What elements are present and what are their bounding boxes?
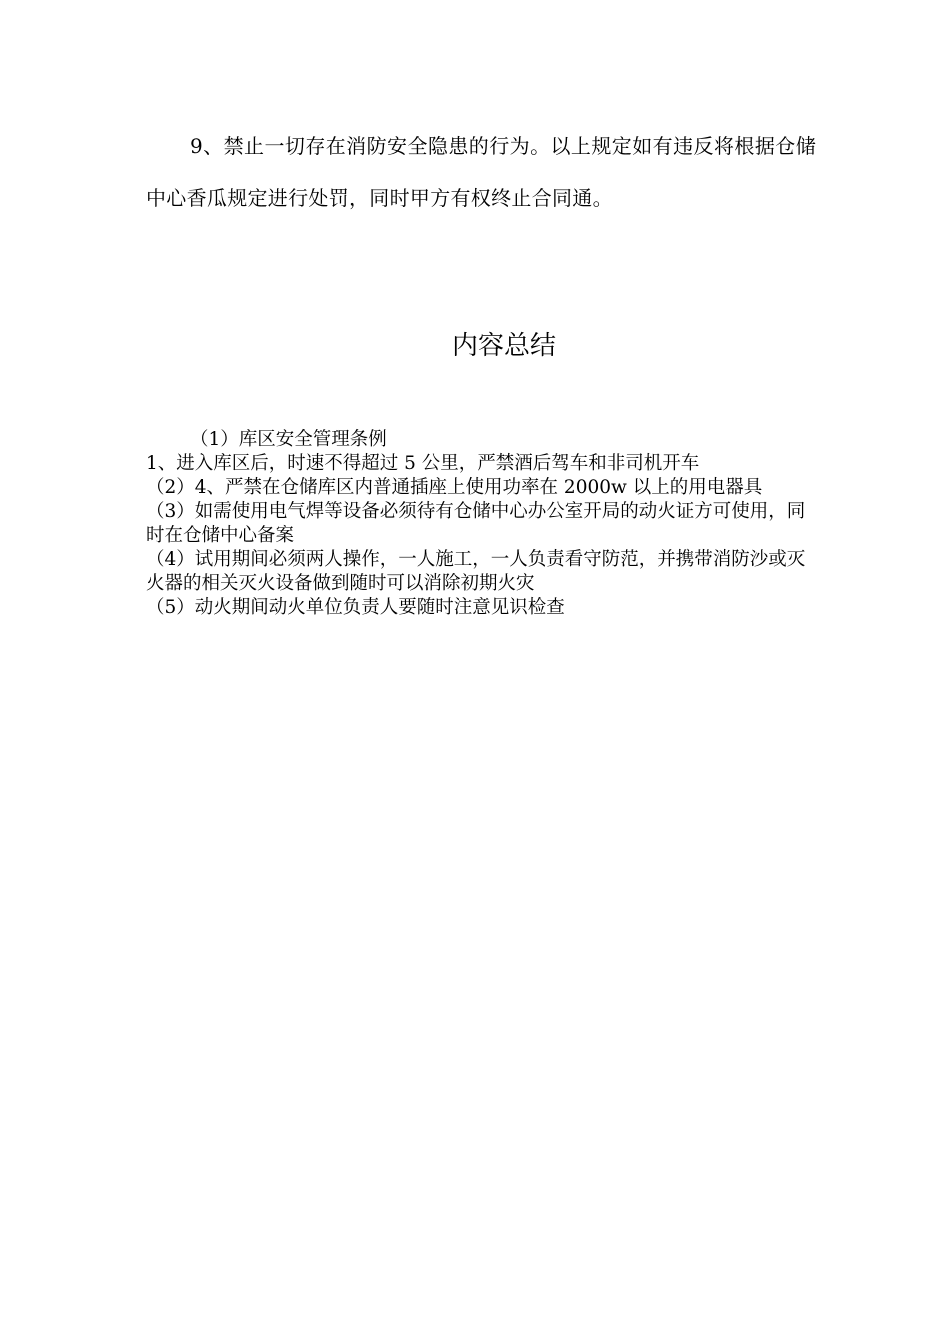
- summary-title: 内容总结: [451, 331, 556, 361]
- body-paragraph: 9、禁止一切存在消防安全隐患的行为。以上规定如有违反将根据仓储中心香瓜规定进行处罚，同时甲方有权终止合同通。: [146, 134, 816, 210]
- summary-item: （5）动火期间动火单位负责人要随时注意见识检查: [146, 597, 565, 618]
- summary-item: 1、进入库区后，时速不得超过 5 公里，严禁酒后驾车和非司机开车: [146, 453, 700, 474]
- summary-item: （2）4、严禁在仓储库区内普通插座上使用功率在 2000w 以上的用电器具: [146, 477, 763, 498]
- summary-list: [146, 428, 806, 620]
- summary-item: （1）库区安全管理条例: [190, 429, 387, 450]
- summary-item: （4）试用期间必须两人操作，一人施工，一人负责看守防范，并携带消防沙或灭火器的相关灭火设备做到随时可以消除初期火灾: [146, 549, 806, 594]
- summary-item: （3）如需使用电气焊等设备必须待有仓储中心办公室开局的动火证方可使用，同时在仓储中心备案: [146, 501, 806, 546]
